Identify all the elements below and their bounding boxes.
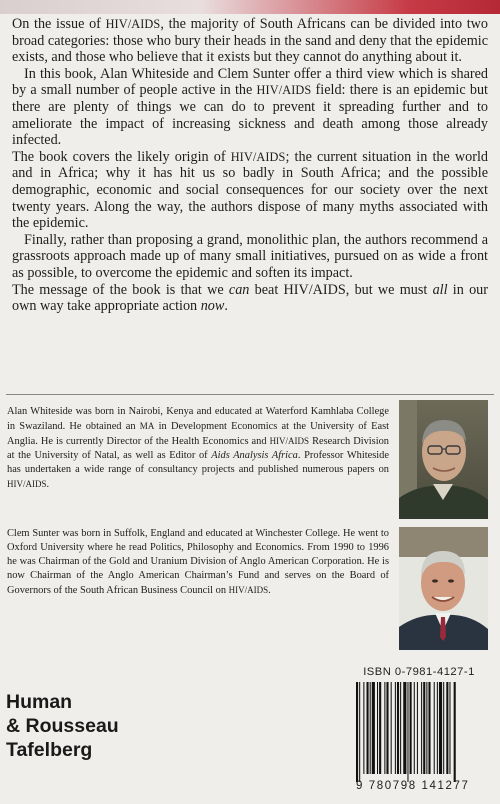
barcode-bar bbox=[437, 682, 438, 774]
portrait-whiteside bbox=[399, 400, 488, 519]
bio-text-run: MA bbox=[139, 421, 155, 432]
barcode-bar bbox=[417, 682, 418, 774]
barcode-bar bbox=[446, 682, 448, 774]
barcode-bar bbox=[421, 682, 422, 774]
journal-title: Aids Analysis Africa bbox=[211, 450, 298, 462]
barcode-bar bbox=[434, 682, 435, 774]
blurb-emphasis: all bbox=[432, 281, 448, 298]
barcode-bar bbox=[443, 682, 444, 774]
barcode-bar bbox=[403, 682, 406, 774]
bio-text-run: in Development Economics at the University of East Anglia. He is currently Director of the Health Economics and bbox=[7, 421, 389, 448]
portrait-sunter bbox=[399, 527, 488, 650]
bio-text-run: HIV/AIDS bbox=[7, 479, 47, 490]
publisher-logo bbox=[6, 690, 119, 762]
bio-text-run: HIV/AIDS bbox=[228, 585, 269, 596]
blurb-text-run: field: there is an epidemic but there are plenty of things we can do to prevent it spreading further and to ameliorate the impact of increasing sickness and death among those already infected. bbox=[12, 82, 489, 149]
barcode-bar bbox=[407, 682, 408, 782]
barcode-bar bbox=[391, 682, 392, 774]
back-cover bbox=[0, 14, 500, 804]
publisher-line-3: Tafelberg bbox=[6, 739, 93, 761]
bio-text-run: . Professor Whiteside has undertaken a wide range of consultancy projects and published numerous papers on bbox=[7, 450, 389, 476]
blurb-paragraph-3 bbox=[12, 149, 488, 232]
author-photo-sunter bbox=[399, 527, 488, 650]
blurb-text-run: On the issue of bbox=[12, 16, 106, 32]
barcode-bar bbox=[370, 682, 371, 774]
publisher-line-2: & Rousseau bbox=[6, 715, 119, 737]
barcode-bar bbox=[359, 682, 360, 782]
isbn-number: ISBN 0-7981-4127-1 bbox=[363, 666, 475, 678]
bio-text-run: . bbox=[46, 479, 50, 491]
blurb-text-run: The book covers the likely origin of bbox=[12, 148, 231, 165]
blurb-text-run: HIV/AIDS bbox=[230, 149, 286, 164]
blurb-text-run: . bbox=[224, 298, 228, 315]
barcode-bar bbox=[372, 682, 375, 774]
top-color-band bbox=[0, 0, 500, 14]
blurb-text-run: , the majority of South Africans can be divided into two broad categories: those who bury their heads in the sand and deny that the epidemic exists, and those who believe that it exists but they cannot do anything about it. bbox=[12, 16, 488, 66]
barcode-bar bbox=[395, 682, 396, 774]
blurb-text-run: beat HIV/AIDS, but we must bbox=[249, 281, 433, 298]
barcode-bar bbox=[410, 682, 412, 774]
publisher-line-1: Human bbox=[6, 691, 73, 713]
bio-text-run: Research Division at the University of Natal, as well as Editor of bbox=[7, 436, 389, 462]
barcode-bar bbox=[449, 682, 450, 774]
barcode-bar bbox=[367, 682, 369, 774]
blurb-emphasis: can bbox=[228, 281, 250, 298]
blurb-text-run: HIV/AIDS bbox=[105, 17, 161, 31]
blurb-text-run: The message of the book is that we bbox=[12, 281, 229, 298]
blurb-paragraph-2 bbox=[12, 66, 488, 149]
barcode-bar bbox=[377, 682, 378, 774]
bio-text-run: Alan Whiteside was born in Nairobi, Kenya and educated at Waterford Kamhlaba College in Swaziland. He obtained an bbox=[7, 406, 389, 433]
blurb-text-run: HIV/AIDS bbox=[256, 83, 312, 98]
barcode-bar bbox=[384, 682, 385, 774]
barcode-graphic bbox=[354, 682, 490, 782]
blurb-paragraph-4: Finally, rather than proposing a grand, monolithic plan, the authors recommend a grassroots approach made up of many small initiatives, pursued on as wide a front as possible, to overcome the epidemic and soften its impact. bbox=[12, 231, 488, 281]
bio-text-run: HIV/AIDS bbox=[269, 436, 310, 447]
barcode-bar bbox=[454, 682, 456, 782]
barcode-bar bbox=[363, 682, 364, 774]
barcode-bar bbox=[439, 682, 442, 774]
barcode-bar bbox=[379, 682, 381, 774]
author-bio-sunter bbox=[7, 527, 389, 598]
blurb-emphasis: now bbox=[200, 298, 225, 315]
blurb-text bbox=[12, 16, 488, 315]
barcode-bar bbox=[386, 682, 388, 774]
bio-text-run: Clem Sunter was born in Suffolk, England and educated at Winchester College. He went to Oxford University where he read Politics, Philosophy and Economics. From 1990 to 1996 he was Chairman of the Gold and Uranium Division of Anglo American Corporation. He is now Chairman of the Anglo American Chairman’s Fund and serves on the Board of Governors of the South African Business Council on bbox=[7, 528, 389, 597]
author-photo-whiteside bbox=[399, 400, 488, 519]
blurb-paragraph-1 bbox=[12, 16, 488, 66]
author-bio-whiteside bbox=[7, 405, 389, 493]
blurb-paragraph-5 bbox=[12, 282, 488, 315]
blurb-text-run: In this book, Alan Whiteside and Clem Sunter offer a third view which is shared by a small number of people active in the bbox=[12, 65, 488, 99]
barcode-bar bbox=[428, 682, 430, 774]
barcode-bar bbox=[423, 682, 425, 774]
barcode-bar bbox=[397, 682, 399, 774]
barcode-bar bbox=[356, 682, 358, 782]
divider-rule bbox=[6, 394, 494, 395]
barcode-bar bbox=[414, 682, 415, 774]
blurb-text-run: in our own way take appropriate action bbox=[12, 281, 488, 315]
blurb-text-run: ; the current situation in the world and in Africa; why it has hit us so badly in South Africa; and the possible demographic, economic and social consequences for our society over the next twenty years. Along the way, the authors dispose of many myths associated with the epidemic. bbox=[12, 148, 488, 232]
barcode-bar bbox=[426, 682, 427, 774]
bio-text-run: . bbox=[268, 585, 271, 597]
barcode-bar bbox=[400, 682, 401, 774]
barcode-digits: 9 780798 141277 bbox=[356, 780, 470, 792]
